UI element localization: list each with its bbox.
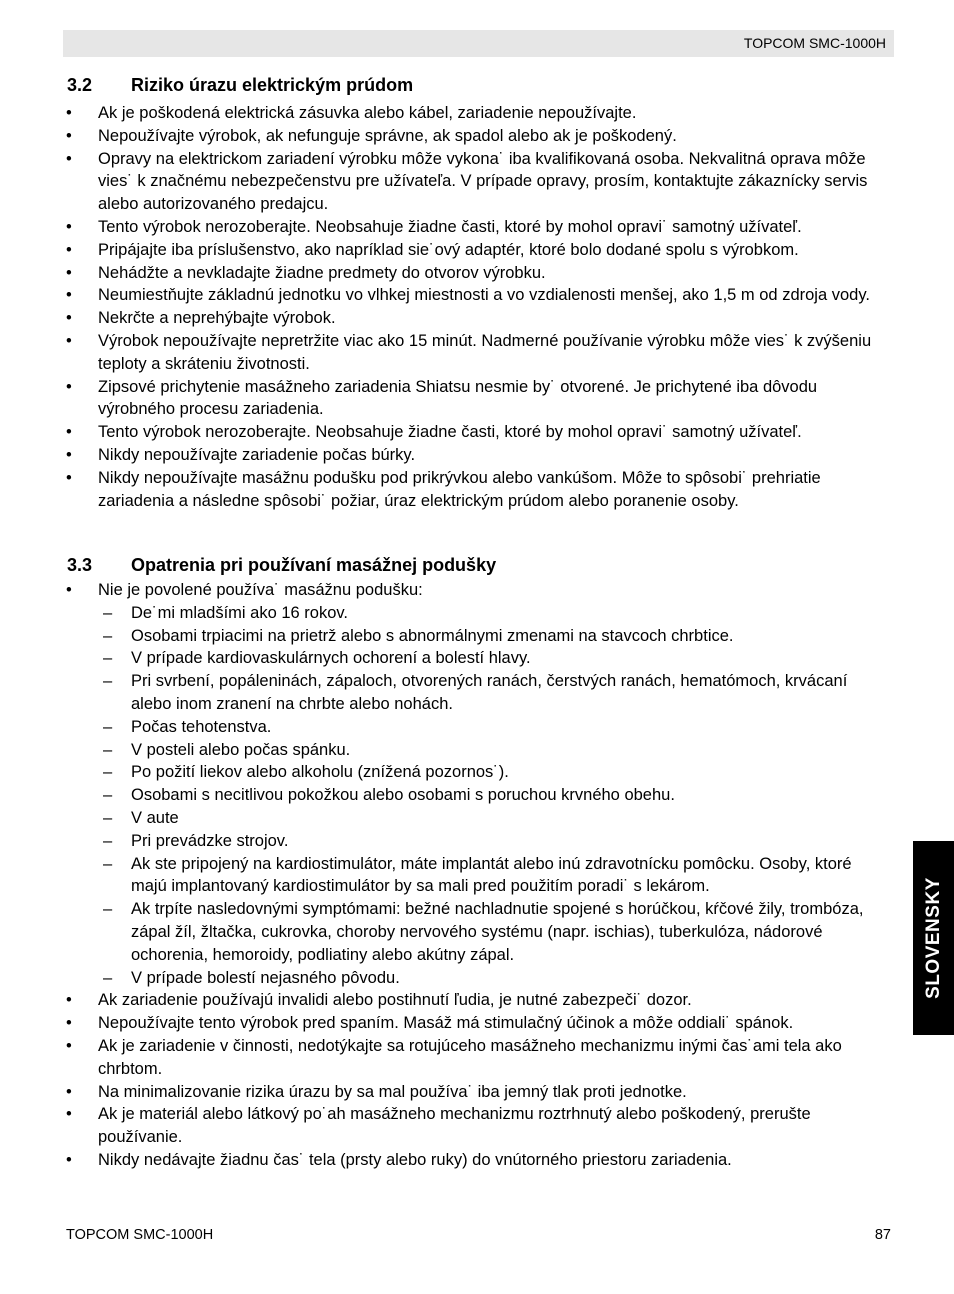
sub-list-item: – Ak ste pripojený na kardiostimulátor, máte implantát alebo inú zdravotnícku pomôcku. Osoby, ktoré majú implantovaný kardiostimulátor by sa mali pred použitím poradi˙ s lekárom. (103, 854, 852, 896)
section-number: 3.3 (67, 555, 93, 575)
list-item: • Na minimalizovanie rizika úrazu by sa mal používa˙ iba jemný tlak proti jednotke. (0, 1081, 898, 1104)
bullet-marker: • (66, 1105, 72, 1124)
header-bar (63, 30, 894, 57)
dash-marker: – (103, 603, 113, 622)
dash-marker: – (103, 672, 113, 691)
list-item: • Opravy na elektrickom zariadení výrobku môže vykona˙ iba kvalifikovaná osoba. Nekvalitná oprava môže vies˙ k značnému nebezpečenstvu pre užívateľa. V prípade opravy, prosím, kontaktujte zákaznícky servis alebo autorizovaného predajcu. (66, 149, 868, 214)
bullet-marker: • (66, 1150, 72, 1169)
bullet-marker: • (66, 217, 72, 236)
bullet-marker: • (66, 377, 72, 396)
list-item: • Nikdy nedávajte žiadnu čas˙ tela (prsty alebo ruky) do vnútorného priestoru zariadenia. (0, 1149, 898, 1172)
list-item: • Nehádžte a nevkladajte žiadne predmety do otvorov výrobku. (0, 262, 898, 285)
sub-list-item: – Ak trpíte nasledovnými symptómami: bežné nachladnutie spojené s horúčkou, kŕčové žily, trombóza, zápal žíl, žltačka, cukrovka, choroby nervového systému (napr. ischias), tuberkulóza, nádorové ochorenia, hemoroidy, podliatiny alebo akútny zápal. (103, 900, 864, 964)
section-title-3-2 (67, 74, 413, 96)
bullet-marker: • (66, 445, 72, 464)
language-label: SLOVENSKY (922, 877, 944, 999)
dash-marker: – (103, 968, 113, 987)
sub-list-item: – V prípade kardiovaskulárnych ochorení a bolestí hlavy. (0, 647, 898, 670)
list-section-3-3 (0, 579, 898, 1172)
list-item: • Ak je zariadenie v činnosti, nedotýkajte sa rotujúceho masážneho mechanizmu inými čas˙ami tela ako chrbtom. (66, 1036, 842, 1078)
sub-list-item: – V posteli alebo počas spánku. (0, 739, 898, 762)
bullet-marker: • (66, 263, 72, 282)
sub-list-item: – Pri svrbení, popáleninách, zápaloch, otvorených ranách, čerstvých ranách, hematómoch, krvácaní alebo inom zranení na chrbte alebo nohách. (103, 672, 848, 713)
list-item: • Tento výrobok nerozoberajte. Neobsahuje žiadne časti, ktoré by mohol opravi˙ samotný užívateľ. (0, 216, 898, 239)
footer-model: TOPCOM SMC-1000H (66, 1227, 214, 1243)
sub-list-item: – Pri prevádzke strojov. (0, 830, 898, 853)
dash-marker: – (103, 786, 113, 805)
section-title-3-3 (67, 554, 496, 576)
bullet-marker: • (66, 286, 72, 305)
dash-marker: – (103, 649, 113, 668)
list-item: • Ak zariadenie používajú invalidi alebo postihnutí ľudia, je nutné zabezpeči˙ dozor. (0, 989, 898, 1012)
sub-list-item: – De˙mi mladšími ako 16 rokov. (0, 602, 898, 625)
bullet-marker: • (66, 1014, 72, 1033)
dash-marker: – (103, 808, 113, 827)
list-item: • Nepoužívajte tento výrobok pred spaním. Masáž má stimulačný účinok a môže oddiali˙ spánok. (0, 1012, 898, 1035)
list-item: • Výrobok nepoužívajte nepretržite viac ako 15 minút. Nadmerné používanie výrobku môže vies˙ k zvýšeniu teploty a skráteniu životnosti. (66, 331, 872, 373)
sub-list-item: – Osobami trpiacimi na prietrž alebo s abnormálnymi zmenami na stavcoch chrbtice. (0, 625, 898, 648)
language-side-tab (913, 841, 954, 1035)
section-title-text: Opatrenia pri používaní masážnej podušky (131, 555, 497, 575)
bullet-marker: • (66, 991, 72, 1010)
section-number: 3.2 (67, 75, 93, 95)
sub-list-item: – Počas tehotenstva. (0, 716, 898, 739)
page-number: 87 (874, 1227, 891, 1243)
bullet-marker: • (66, 126, 72, 145)
dash-marker: – (103, 763, 113, 782)
list-item: • Nekrčte a neprehýbajte výrobok. (0, 307, 898, 330)
list-item: • Pripájajte iba príslušenstvo, ako napríklad sie˙ový adaptér, ktoré bolo dodané spolu s výrobkom. (0, 239, 898, 262)
bullet-marker: • (66, 149, 72, 168)
bullet-marker: • (66, 240, 72, 259)
list-item: • Neumiestňujte základnú jednotku vo vlhkej miestnosti a vo vzdialenosti menšej, ako 1,5 m od zdroja vody. (0, 284, 898, 307)
dash-marker: – (103, 831, 113, 850)
bullet-marker: • (66, 468, 72, 487)
list-item: • Nikdy nepoužívajte masážnu podušku pod prikrývkou alebo vankúšom. Môže to spôsobi˙ prehriatie zariadenia a následne spôsobi˙ požiar, úraz elektrickým prúdom alebo poranenie osoby. (66, 468, 821, 510)
list-item: • Nepoužívajte výrobok, ak nefunguje správne, ak spadol alebo ak je poškodený. (0, 125, 898, 148)
bullet-marker: • (66, 104, 72, 122)
bullet-marker: • (66, 309, 72, 328)
list-item: • Ak je materiál alebo látkový po˙ah masážneho mechanizmu roztrhnutý alebo poškodený, prerušte používanie. (66, 1105, 811, 1147)
sub-list-item: – Osobami s necitlivou pokožkou alebo osobami s poruchou krvného obehu. (0, 784, 898, 807)
bullet-marker: • (66, 581, 72, 599)
list-item: • Tento výrobok nerozoberajte. Neobsahuje žiadne časti, ktoré by mohol opravi˙ samotný užívateľ. (0, 421, 898, 444)
dash-marker: – (103, 626, 113, 645)
sub-list-item: – V aute (0, 807, 898, 830)
list-item: • Nikdy nepoužívajte zariadenie počas búrky. (0, 444, 898, 467)
list-section-3-2 (0, 102, 898, 512)
bullet-marker: • (66, 1082, 72, 1101)
list-item: • Nie je povolené používa˙ masážnu podušku: (0, 579, 898, 602)
sub-list-item: – Po požití liekov alebo alkoholu (znížená pozornos˙). (0, 761, 898, 784)
bullet-marker: • (66, 331, 72, 350)
list-item: • Ak je poškodená elektrická zásuvka alebo kábel, zariadenie nepoužívajte. (0, 102, 898, 125)
dash-marker: – (103, 900, 113, 919)
section-title-text: Riziko úrazu elektrickým prúdom (131, 75, 414, 95)
sub-list-item: – V prípade bolestí nejasného pôvodu. (0, 967, 898, 990)
dash-marker: – (103, 854, 113, 873)
header-model: TOPCOM SMC-1000H (743, 35, 886, 51)
bullet-marker: • (66, 1036, 72, 1055)
list-item: • Zipsové prichytenie masážneho zariadenia Shiatsu nesmie by˙ otvorené. Je prichytené iba dôvodu výrobného procesu zariadenia. (66, 377, 818, 419)
dash-marker: – (103, 740, 113, 759)
bullet-marker: • (66, 423, 72, 442)
dash-marker: – (103, 717, 113, 736)
